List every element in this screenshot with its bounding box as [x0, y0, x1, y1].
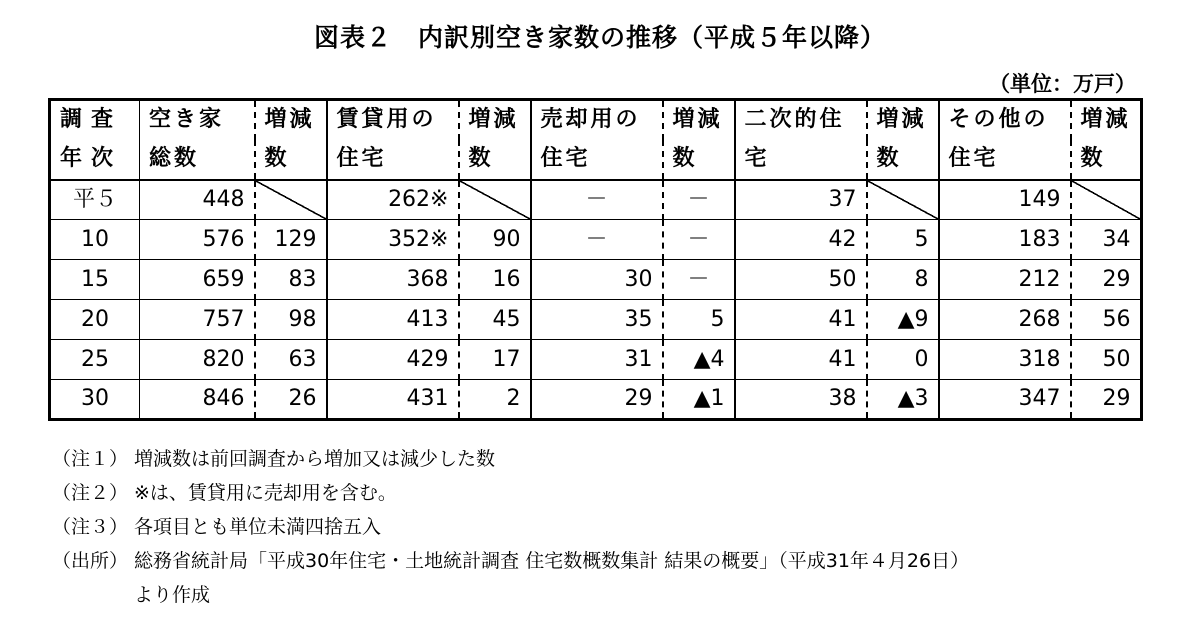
cell-total-delta: 129	[255, 220, 327, 260]
header-second: 二次的住	[735, 100, 867, 140]
unit-label: （単位：万戸）	[989, 72, 1136, 96]
header-total-delta: 増減	[255, 100, 327, 140]
cell-rental-delta: 2	[459, 380, 531, 420]
vacant-houses-table	[48, 98, 1143, 421]
header-sale-delta: 増減	[663, 100, 735, 140]
cell-rental-delta-na	[459, 180, 531, 220]
note-label: （注２）	[52, 482, 129, 504]
cell-second-delta-na	[867, 180, 939, 220]
header-rental-delta: 数	[459, 140, 531, 180]
header-second-delta: 増減	[867, 100, 939, 140]
cell-sale-delta: －	[663, 260, 735, 300]
header-row-1	[50, 100, 1142, 140]
cell-other: 149	[939, 180, 1071, 220]
cell-total-delta: 26	[255, 380, 327, 420]
cell-second-delta: 0	[867, 340, 939, 380]
cell-year: 25	[50, 340, 140, 380]
cell-year: 平５	[50, 180, 140, 220]
cell-other: 347	[939, 380, 1071, 420]
cell-second-delta: ▲9	[867, 300, 939, 340]
header-rental: 賃貸用の	[327, 100, 459, 140]
cell-sale: 30	[531, 260, 663, 300]
table-row	[50, 180, 1142, 220]
header-other: 住宅	[939, 140, 1071, 180]
cell-sale: 35	[531, 300, 663, 340]
header-rental: 住宅	[327, 140, 459, 180]
cell-sale-delta: 5	[663, 300, 735, 340]
cell-second: 41	[735, 300, 867, 340]
cell-second: 41	[735, 340, 867, 380]
cell-year: 30	[50, 380, 140, 420]
cell-rental: 413	[327, 300, 459, 340]
cell-rental-delta: 45	[459, 300, 531, 340]
cell-other: 212	[939, 260, 1071, 300]
cell-rental: 431	[327, 380, 459, 420]
cell-total-delta: 98	[255, 300, 327, 340]
note-label: （注３）	[52, 516, 129, 538]
cell-rental: 429	[327, 340, 459, 380]
cell-rental: 368	[327, 260, 459, 300]
cell-total: 757	[140, 300, 255, 340]
header-sale: 住宅	[531, 140, 663, 180]
cell-total: 659	[140, 260, 255, 300]
cell-total: 846	[140, 380, 255, 420]
cell-total: 820	[140, 340, 255, 380]
cell-second: 38	[735, 380, 867, 420]
header-total-delta: 数	[255, 140, 327, 180]
header-other-delta: 数	[1071, 140, 1142, 180]
table-row	[50, 300, 1142, 340]
cell-sale: 31	[531, 340, 663, 380]
header-second-delta: 数	[867, 140, 939, 180]
cell-other-delta: 34	[1071, 220, 1142, 260]
cell-year: 15	[50, 260, 140, 300]
header-sale: 売却用の	[531, 100, 663, 140]
note-text: 各項目とも単位未満四捨五入	[134, 516, 382, 538]
cell-second: 42	[735, 220, 867, 260]
note-text: 総務省統計局「平成30年住宅・土地統計調査 住宅数概数集計 結果の概要」（平成31年４月26日）	[134, 550, 970, 572]
cell-sale-delta: ▲4	[663, 340, 735, 380]
note-1	[52, 444, 969, 478]
note-text: ※は、賃貸用に売却用を含む。	[134, 482, 397, 504]
header-total: 総数	[140, 140, 255, 180]
header-total: 空き家	[140, 100, 255, 140]
cell-other: 318	[939, 340, 1071, 380]
cell-year: 20	[50, 300, 140, 340]
header-rental-delta: 増減	[459, 100, 531, 140]
header-second: 宅	[735, 140, 867, 180]
note-source	[52, 546, 969, 580]
cell-total: 448	[140, 180, 255, 220]
table-row	[50, 220, 1142, 260]
cell-year: 10	[50, 220, 140, 260]
table-row	[50, 380, 1142, 420]
header-other-delta: 増減	[1080, 107, 1131, 133]
cell-rental-delta: 16	[459, 260, 531, 300]
cell-total-delta: 83	[255, 260, 327, 300]
cell-second-delta: 8	[867, 260, 939, 300]
cell-sale-delta: －	[663, 180, 735, 220]
table-row	[50, 340, 1142, 380]
note-text: 増減数は前回調査から増加又は減少した数	[134, 448, 496, 470]
cell-other-delta: 29	[1071, 380, 1142, 420]
cell-other: 183	[939, 220, 1071, 260]
header-year: 調査	[50, 100, 140, 140]
cell-other-delta: 50	[1071, 340, 1142, 380]
note-3	[52, 512, 969, 546]
notes	[52, 444, 969, 610]
note-2	[52, 478, 969, 512]
cell-rental-delta: 17	[459, 340, 531, 380]
cell-sale: －	[531, 220, 663, 260]
page-title: 図表２ 内訳別空き家数の推移（平成５年以降）	[313, 23, 886, 52]
cell-second: 50	[735, 260, 867, 300]
header-sale-delta: 数	[663, 140, 735, 180]
source-continuation: より作成	[134, 584, 211, 606]
note-label: （注１）	[52, 448, 129, 470]
header-year: 年次	[50, 140, 140, 180]
header-row-2	[50, 140, 1142, 180]
cell-other-delta-na	[1071, 180, 1142, 220]
cell-second-delta: ▲3	[867, 380, 939, 420]
cell-rental-delta: 90	[459, 220, 531, 260]
cell-sale-delta: －	[663, 220, 735, 260]
cell-rental: 352※	[327, 220, 459, 260]
header-other: その他の	[939, 100, 1071, 140]
cell-total: 576	[140, 220, 255, 260]
cell-sale: －	[531, 180, 663, 220]
table-row	[50, 260, 1142, 300]
cell-other-delta: 29	[1071, 260, 1142, 300]
cell-second-delta: 5	[867, 220, 939, 260]
cell-other: 268	[939, 300, 1071, 340]
cell-sale: 29	[531, 380, 663, 420]
note-label: （出所）	[52, 550, 129, 572]
cell-second: 37	[735, 180, 867, 220]
cell-total-delta-na	[255, 180, 327, 220]
cell-total-delta: 63	[255, 340, 327, 380]
cell-sale-delta: ▲1	[663, 380, 735, 420]
cell-other-delta: 56	[1071, 300, 1142, 340]
cell-rental: 262※	[327, 180, 459, 220]
